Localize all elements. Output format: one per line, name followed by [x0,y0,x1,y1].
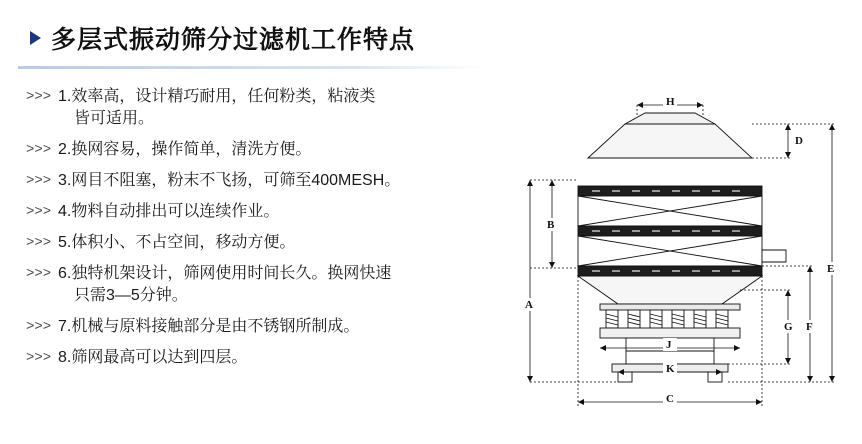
list-item [26,170,496,192]
list-item-number: 5. [58,234,72,251]
machine-dimension-diagram [500,0,862,444]
list-item-number: 2. [58,141,72,158]
list-item-number: 4. [58,203,72,220]
list-item [26,139,496,161]
dim-label-J: J [666,339,672,351]
feature-list [26,86,496,378]
list-item-line2: 只需3—5分钟。 [74,287,188,304]
dim-label-B: B [547,219,555,231]
title-row [0,18,500,58]
list-item [26,201,496,223]
list-item-text [58,170,400,192]
list-bullet: >>> [26,350,52,366]
triangle-right-icon [30,31,41,45]
dim-label-A: A [525,299,533,311]
dim-label-G: G [784,321,793,333]
page-title: 多层式振动筛分过滤机工作特点 [51,26,416,54]
list-item [26,347,496,369]
list-bullet: >>> [26,235,52,251]
list-item-number: 7. [58,318,72,335]
list-item-number: 8. [58,349,72,366]
list-item-number: 6. [58,265,72,282]
list-bullet: >>> [26,89,52,105]
dim-label-C: C [666,393,674,405]
dim-label-D: D [795,135,803,147]
list-item-line1: 网目不阻塞，粉末不飞扬，可筛至400MESH。 [71,172,401,189]
list-item-line1: 物料自动排出可以连续作业。 [71,203,280,220]
title-divider [18,66,488,69]
list-item [26,316,496,338]
dim-label-K: K [666,363,675,375]
list-bullet: >>> [26,204,52,220]
list-item-text [58,316,359,338]
list-item-line1: 独特机架设计，筛网使用时间长久。换网快速 [71,265,392,282]
list-item [26,232,496,254]
list-item-text [58,347,247,369]
dim-label-F: F [806,321,813,333]
dim-label-E: E [827,263,835,275]
list-item-number: 1. [58,88,72,105]
list-item-line2: 皆可适用。 [74,110,155,127]
list-item-text [58,201,279,223]
list-item [26,86,496,130]
list-item-text [58,263,391,307]
list-bullet: >>> [26,319,52,335]
dim-label-H: H [666,96,675,108]
list-item-text [58,139,311,161]
title-block [0,18,500,70]
list-item [26,263,496,307]
list-item-line1: 体积小、不占空间，移动方便。 [71,234,296,251]
list-item-text [58,232,295,254]
list-item-line1: 筛网最高可以达到四层。 [71,349,248,366]
list-item-text [58,86,375,130]
list-bullet: >>> [26,142,52,158]
list-item-line1: 效率高，设计精巧耐用，任何粉类，粘液类 [71,88,376,105]
list-bullet: >>> [26,266,52,282]
list-item-line1: 机械与原料接触部分是由不锈钢所制成。 [71,318,360,335]
list-item-line1: 换网容易，操作简单，清洗方便。 [71,141,312,158]
list-bullet: >>> [26,173,52,189]
list-item-number: 3. [58,172,72,189]
